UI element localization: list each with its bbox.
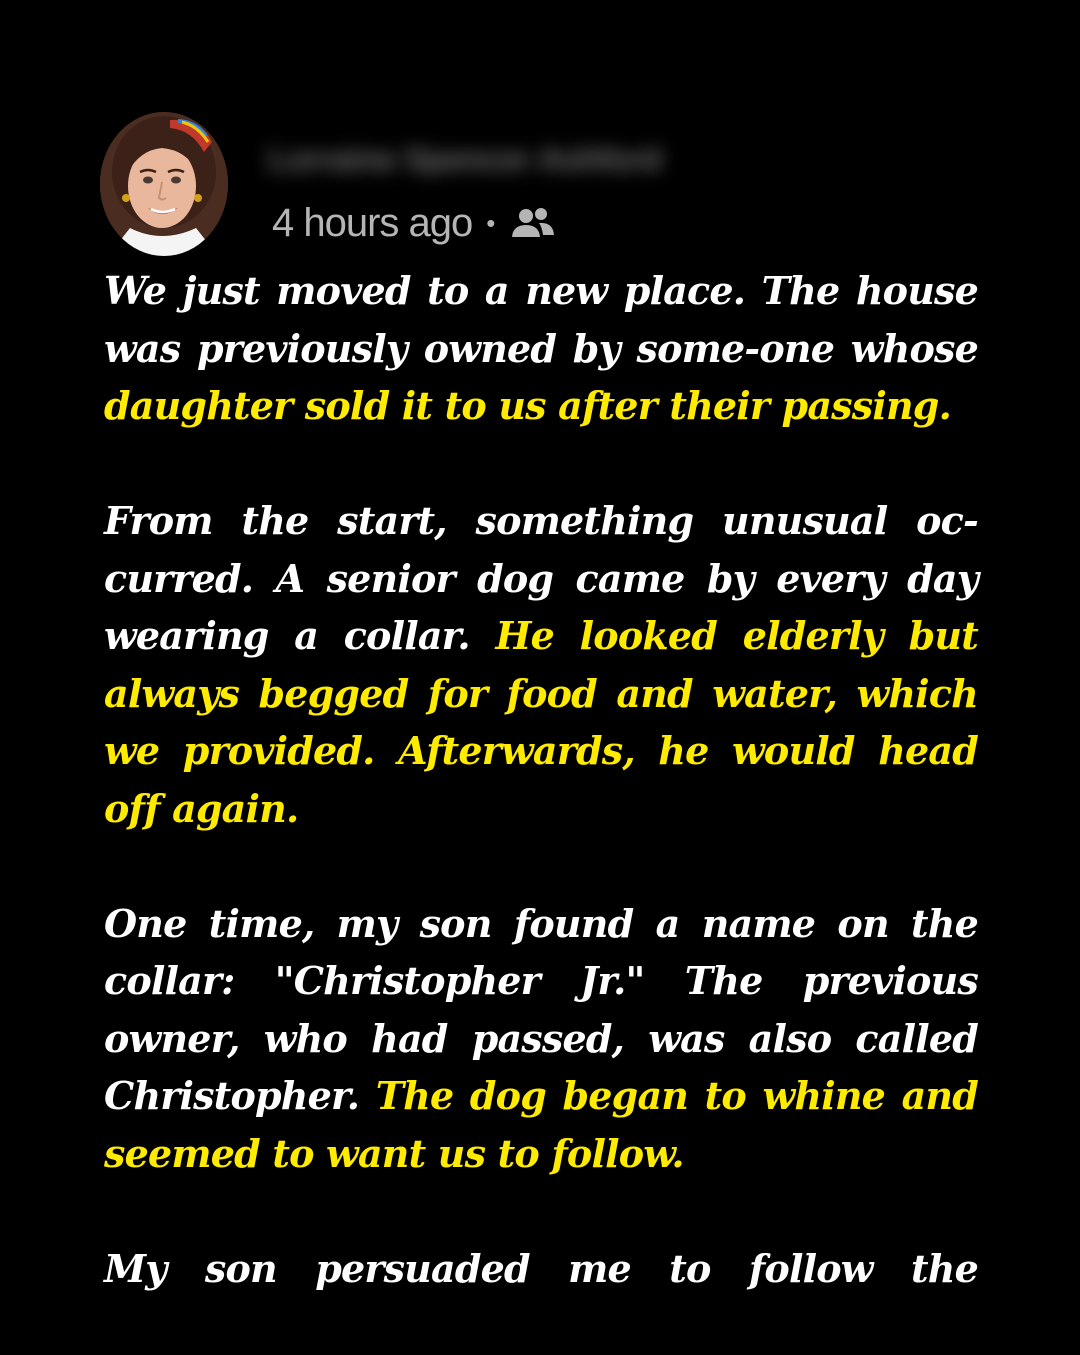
- post-body: [104, 262, 978, 1355]
- highlighted-text: The dog began to whine and seemed to want us to follow.: [104, 1073, 978, 1176]
- highlighted-text: daughter sold it to us after their passing.: [104, 383, 952, 428]
- avatar[interactable]: [100, 112, 228, 256]
- author-name[interactable]: Lorraine Spencer Ashford: [268, 142, 662, 176]
- paragraph-text: We just moved to a new place. The house was previously owned by some-one whose: [104, 268, 978, 371]
- paragraph-text: My son persuaded me to follow the: [104, 1245, 978, 1291]
- paragraph-text: From the start, something unusual oc-curred. A senior dog came by every day wearing a collar.: [104, 498, 978, 658]
- paragraph-text: One time, my son found a name on the collar: "Christopher Jr." The previous owner, who had passed, was also called Christopher.: [104, 900, 978, 1118]
- post-paragraph-4: [104, 1240, 978, 1298]
- post-paragraph-1: [104, 262, 978, 435]
- post-paragraph-3: [104, 895, 978, 1183]
- post-timestamp[interactable]: 4 hours ago: [272, 200, 473, 245]
- post-paragraph-2: [104, 492, 978, 837]
- friends-icon[interactable]: [509, 203, 557, 243]
- post-header: [100, 112, 980, 258]
- avatar-image: [100, 112, 228, 256]
- highlighted-text: He looked elderly but always begged for food and water, which we provided. Afterwards, he would head off again.: [104, 613, 978, 831]
- post-meta: [272, 198, 557, 248]
- meta-separator: •: [486, 207, 496, 238]
